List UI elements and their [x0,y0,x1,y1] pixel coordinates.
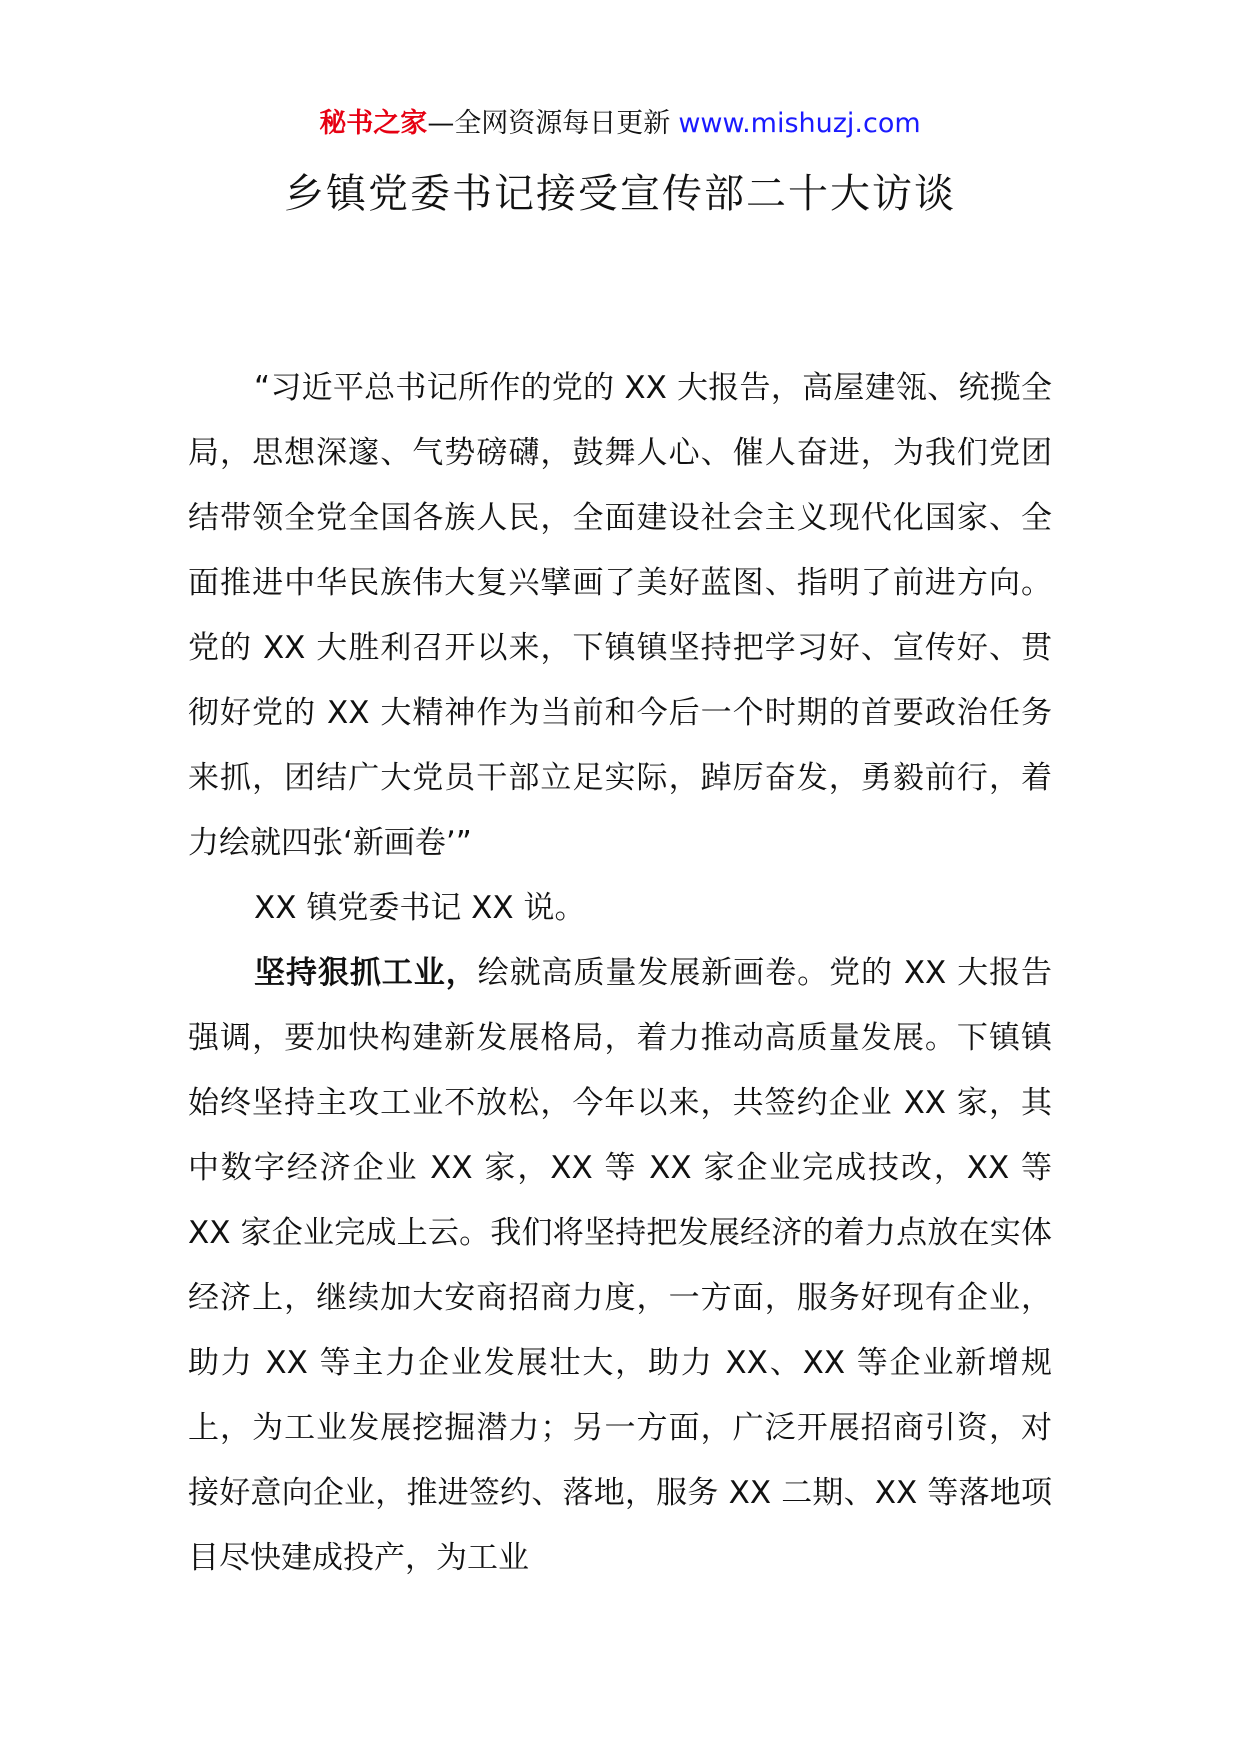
document-title: 乡镇党委书记接受宣传部二十大访谈 [284,171,956,217]
document-body [188,356,1052,1591]
paragraph-2 [188,876,1052,941]
paragraph-3-lead: 坚持狠抓工业， [254,955,478,991]
site-url-link[interactable]: www.mishuzj.com [678,108,921,139]
header-slogan: —全网资源每日更新 [427,108,671,139]
paragraph-1 [188,356,1052,876]
paragraph-2-text: XX 镇党委书记 XX 说。 [254,890,586,926]
paragraph-3 [188,941,1052,1591]
site-header [0,104,1240,144]
paragraph-1-text: “习近平总书记所作的党的 XX 大报告，高屋建瓴、统揽全局，思想深邃、气势磅礴，鼓舞人心、催人奋进，为我们党团结带领全党全国各族人民，全面建设社会主义现代化国家、全面推进中华民族伟大复兴擘画了美好蓝图、指明了前进方向。党的 XX 大胜利召开以来，下镇镇坚持把学习好、宣传好、贯彻好党的 XX 大精神作为当前和今后一个时期的首要政治任务来抓，团结广大党员干部立足实际，踔厉奋发，勇毅前行，着力绘就四张‘新画卷’” [188,370,1052,861]
paragraph-3-text: 绘就高质量发展新画卷。党的 XX 大报告强调，要加快构建新发展格局，着力推动高质量发展。下镇镇始终坚持主攻工业不放松，今年以来，共签约企业 XX 家，其中数字经济企业 XX 家，XX 等 XX 家企业完成技改，XX 等 XX 家企业完成上云。我们将坚持把发展经济的着力点放在实体经济上，继续加大安商招商力度，一方面，服务好现有企业，助力 XX 等主力企业发展壮大，助力 XX、XX 等企业新增规上，为工业发展挖掘潜力；另一方面，广泛开展招商引资，对接好意向企业，推进签约、落地，服务 XX 二期、XX 等落地项目尽快建成投产，为工业 [188,955,1052,1576]
brand-name: 秘书之家 [319,108,428,139]
